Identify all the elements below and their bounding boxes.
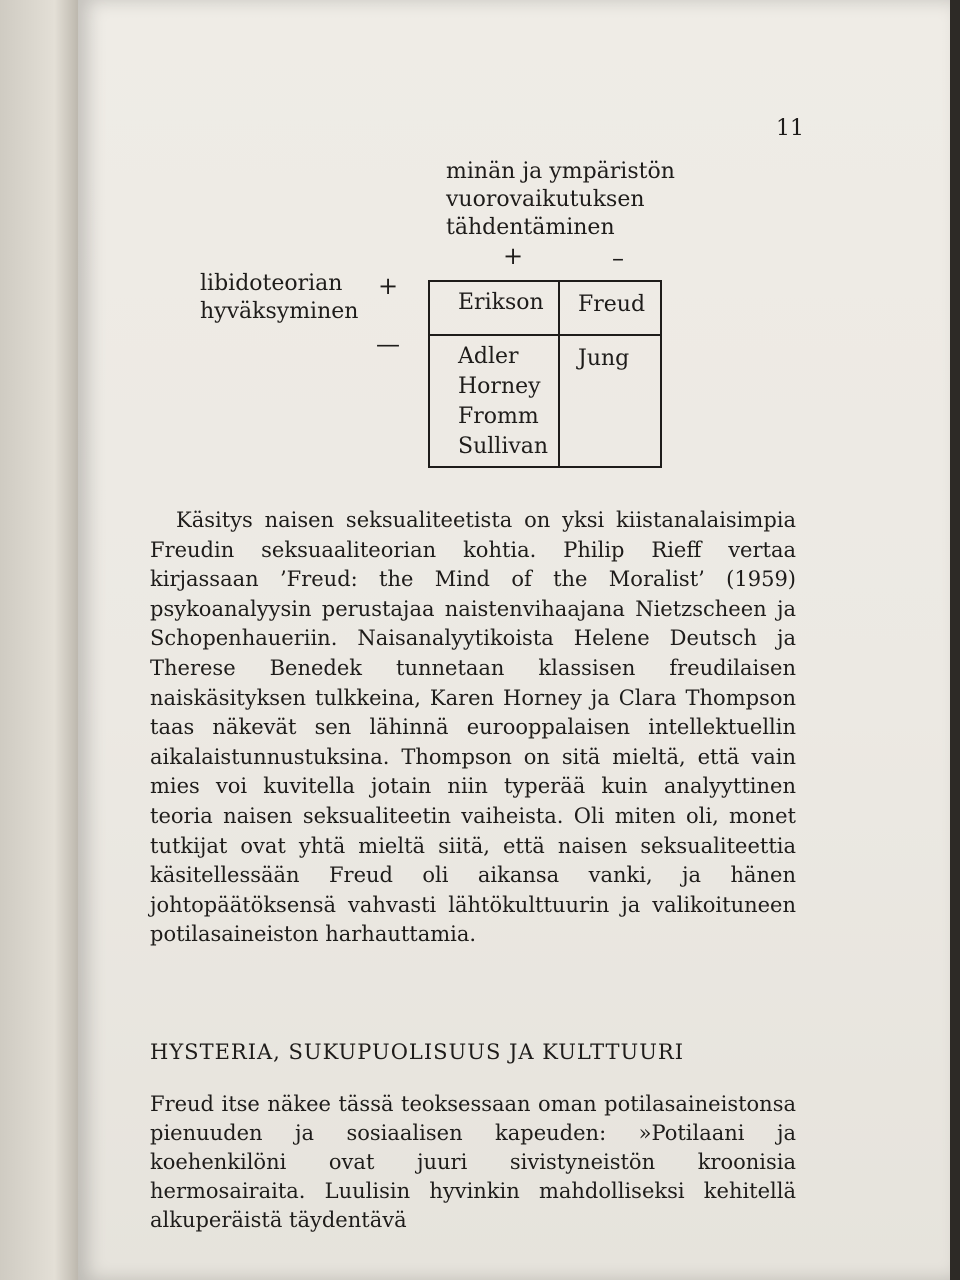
diagram-side-axis-label bbox=[200, 270, 370, 326]
top-label-line: vuorovaikutuksen bbox=[446, 187, 645, 212]
matrix-horizontal-divider bbox=[430, 334, 660, 336]
page-shadow-edge bbox=[950, 0, 960, 1280]
cell-plus-plus: Erikson bbox=[458, 290, 544, 315]
page-number: 11 bbox=[776, 116, 804, 141]
top-label-line: tähdentäminen bbox=[446, 215, 615, 240]
side-minus-sign: — bbox=[376, 330, 400, 358]
diagram-top-axis-label bbox=[446, 158, 706, 242]
side-label-line: libidoteorian bbox=[200, 271, 343, 296]
side-label-line: hyväksyminen bbox=[200, 299, 359, 324]
body-paragraph: Käsitys naisen seksualiteetista on yksi kiistanalaisimpia Freudin seksuaaliteorian kohtia. Philip Rieff vertaa kirjassaan ’Freud: the Mind of the Moralist’ (1959) psykoanalyysin perustajaa naistenvihaajana Nietzscheen ja Schopenhaueriin. Naisanalyytikoista Helene Deutsch ja Therese Benedek tunnetaan klassisen freudilaisen naiskäsityksen tulkkeina, Karen Horney ja Clara Thompson taas näkevät sen lähinnä eurooppalaisen intellektuellin aikalaistunnustuksina. Thompson on sitä mieltä, että vain mies voi kuvitella jotain niin typerää kuin analyyttinen teoria naisen seksualiteetin vaiheista. Oli miten oli, monet tutkijat ovat yhtä mieltä siitä, että naisen seksualiteettia käsitellessään Freud oli aikansa vanki, ja hänen johtopäätöksensä vahvasti lähtökulttuurin ja valikoituneen potilasaineiston harhauttamia. bbox=[150, 508, 796, 947]
theorist-name: Sullivan bbox=[458, 434, 549, 459]
classification-matrix bbox=[428, 282, 662, 468]
top-plus-sign: + bbox=[503, 242, 524, 270]
facing-page-edge bbox=[0, 0, 78, 1280]
top-label-line: minän ja ympäristön bbox=[446, 159, 675, 184]
matrix-vertical-divider bbox=[558, 282, 560, 466]
top-minus-sign: – bbox=[612, 244, 624, 272]
cell-minus-plus bbox=[458, 342, 548, 462]
section-heading: HYSTERIA, SUKUPUOLISUUS JA KULTTUURI bbox=[150, 1040, 685, 1064]
side-plus-sign: + bbox=[378, 272, 399, 300]
cell-plus-minus: Freud bbox=[578, 292, 646, 317]
theorist-name: Fromm bbox=[458, 404, 539, 429]
theorist-name: Horney bbox=[458, 374, 541, 399]
theorist-name: Adler bbox=[458, 344, 519, 369]
cell-minus-minus: Jung bbox=[578, 346, 630, 371]
body-paragraph: Freud itse näkee tässä teoksessaan oman potilasaineistonsa pienuuden ja sosiaalisen kapeuden: »Potilaani ja koehenkilöni ovat juuri sivistyneistön kroonisia hermosairaita. Luulisin hyvinkin mahdolliseksi kehitellä alkuperäistä täydentävä bbox=[150, 1092, 796, 1232]
